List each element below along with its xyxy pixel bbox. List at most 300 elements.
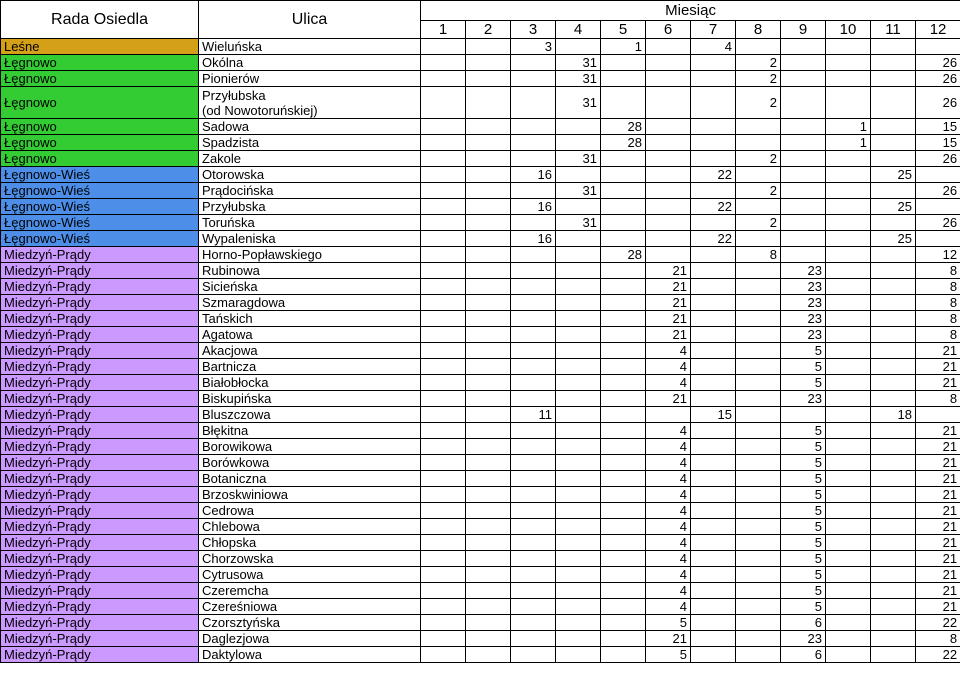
cell-month-4 [556,343,601,359]
cell-month-7 [691,343,736,359]
street-name-line: Akacjowa [202,343,258,358]
cell-month-10 [826,487,871,503]
cell-month-7 [691,615,736,631]
cell-month-11 [871,359,916,375]
cell-month-11: 25 [871,199,916,215]
cell-month-11 [871,55,916,71]
cell-month-6: 4 [646,551,691,567]
cell-month-8 [736,503,781,519]
cell-month-10 [826,455,871,471]
cell-month-5 [601,567,646,583]
table-row [1,231,960,247]
cell-month-5 [601,183,646,199]
street-name-line: Przyłubska [202,87,266,103]
cell-month-10 [826,631,871,647]
cell-month-5: 28 [601,135,646,151]
cell-ulica [199,55,421,71]
cell-month-5 [601,215,646,231]
table-row [1,407,960,423]
cell-month-4 [556,439,601,455]
cell-month-8 [736,631,781,647]
street-name-line: Toruńska [202,215,255,230]
cell-month-10 [826,471,871,487]
cell-ulica [199,71,421,87]
cell-month-7: 4 [691,39,736,55]
cell-month-11 [871,535,916,551]
cell-month-6: 4 [646,487,691,503]
cell-month-2 [466,583,511,599]
cell-month-7 [691,631,736,647]
cell-month-8 [736,439,781,455]
street-name-line: Daglezjowa [202,631,270,646]
cell-month-3 [511,567,556,583]
table-row [1,423,960,439]
cell-month-3 [511,311,556,327]
cell-month-4: 31 [556,183,601,199]
cell-month-4 [556,407,601,423]
cell-month-5 [601,343,646,359]
cell-month-3 [511,279,556,295]
cell-month-9: 5 [781,455,826,471]
cell-rada-osiedla: Miedzyń-Prądy [1,263,199,279]
cell-month-7 [691,55,736,71]
cell-rada-osiedla: Łęgnowo-Wieś [1,199,199,215]
street-name-line: Agatowa [202,327,253,342]
cell-ulica [199,327,421,343]
cell-month-5 [601,615,646,631]
street-name-line: Pionierów [202,71,260,86]
cell-rada-osiedla: Miedzyń-Prądy [1,327,199,343]
cell-month-6: 21 [646,327,691,343]
header-ulica: Ulica [199,1,421,39]
street-name-line: Okólna [202,55,244,70]
cell-ulica [199,151,421,167]
cell-ulica [199,631,421,647]
cell-month-1 [421,87,466,119]
street-name-line: (od Nowotoruńskiej) [202,102,318,118]
cell-month-4 [556,167,601,183]
cell-month-8 [736,551,781,567]
cell-month-2 [466,167,511,183]
cell-month-12 [916,407,960,423]
cell-month-8 [736,583,781,599]
cell-month-6: 5 [646,647,691,663]
cell-month-6 [646,215,691,231]
cell-month-10 [826,311,871,327]
cell-month-2 [466,631,511,647]
cell-month-7 [691,183,736,199]
cell-month-11 [871,551,916,567]
cell-month-6: 4 [646,455,691,471]
cell-month-10 [826,279,871,295]
cell-month-1 [421,423,466,439]
cell-rada-osiedla: Miedzyń-Prądy [1,551,199,567]
cell-month-8 [736,311,781,327]
cell-month-9: 5 [781,343,826,359]
cell-month-2 [466,279,511,295]
cell-month-4 [556,423,601,439]
cell-month-10 [826,55,871,71]
table-row [1,151,960,167]
street-name-line: Cedrowa [202,503,255,518]
cell-month-5 [601,647,646,663]
cell-month-7 [691,263,736,279]
cell-month-2 [466,519,511,535]
cell-month-10 [826,535,871,551]
cell-month-1 [421,247,466,263]
cell-month-11 [871,583,916,599]
cell-month-2 [466,359,511,375]
header-month-4: 4 [556,21,601,39]
cell-month-4 [556,551,601,567]
cell-ulica [199,231,421,247]
cell-rada-osiedla: Łęgnowo [1,55,199,71]
cell-month-12: 21 [916,487,960,503]
cell-month-9: 5 [781,567,826,583]
cell-month-5 [601,631,646,647]
cell-month-3 [511,631,556,647]
cell-month-3 [511,263,556,279]
table-body [1,39,960,663]
cell-rada-osiedla: Miedzyń-Prądy [1,279,199,295]
cell-month-3 [511,215,556,231]
table-row [1,167,960,183]
cell-month-1 [421,183,466,199]
cell-month-8: 2 [736,71,781,87]
cell-month-12 [916,167,960,183]
table-row [1,119,960,135]
cell-month-12: 8 [916,327,960,343]
cell-month-10 [826,567,871,583]
cell-month-9: 5 [781,583,826,599]
cell-ulica [199,455,421,471]
cell-month-7 [691,295,736,311]
table-row [1,199,960,215]
cell-month-4 [556,647,601,663]
cell-ulica [199,215,421,231]
cell-ulica [199,167,421,183]
cell-month-12: 8 [916,295,960,311]
cell-month-12: 15 [916,119,960,135]
cell-month-6 [646,151,691,167]
cell-month-12: 8 [916,391,960,407]
cell-month-11 [871,39,916,55]
cell-month-7: 22 [691,167,736,183]
cell-month-8 [736,391,781,407]
cell-month-8 [736,407,781,423]
table-row [1,439,960,455]
cell-month-11 [871,343,916,359]
cell-month-11 [871,279,916,295]
cell-month-4 [556,487,601,503]
cell-month-1 [421,327,466,343]
cell-month-7 [691,583,736,599]
cell-month-7 [691,439,736,455]
cell-month-1 [421,167,466,183]
cell-month-9: 6 [781,615,826,631]
cell-month-11 [871,263,916,279]
cell-month-9 [781,407,826,423]
table-row [1,359,960,375]
cell-month-8 [736,487,781,503]
cell-month-10: 1 [826,135,871,151]
cell-rada-osiedla: Miedzyń-Prądy [1,599,199,615]
cell-ulica [199,567,421,583]
cell-month-9: 5 [781,439,826,455]
cell-month-11 [871,151,916,167]
cell-ulica [199,583,421,599]
cell-month-3 [511,71,556,87]
cell-rada-osiedla: Łęgnowo-Wieś [1,183,199,199]
cell-month-11 [871,439,916,455]
table-row [1,215,960,231]
header-month-8: 8 [736,21,781,39]
cell-month-2 [466,471,511,487]
cell-rada-osiedla: Miedzyń-Prądy [1,631,199,647]
cell-month-7 [691,359,736,375]
cell-ulica [199,615,421,631]
cell-month-6: 4 [646,359,691,375]
street-name-line: Wieluńska [202,39,262,54]
cell-month-7 [691,551,736,567]
cell-month-12: 22 [916,615,960,631]
table-row [1,279,960,295]
cell-rada-osiedla: Miedzyń-Prądy [1,583,199,599]
cell-month-11 [871,119,916,135]
cell-month-6: 4 [646,471,691,487]
cell-month-1 [421,503,466,519]
header-month-11: 11 [871,21,916,39]
cell-month-4 [556,295,601,311]
cell-month-1 [421,535,466,551]
cell-month-8 [736,135,781,151]
cell-rada-osiedla: Miedzyń-Prądy [1,567,199,583]
header-month-12: 12 [916,21,960,39]
table-row [1,87,960,119]
cell-rada-osiedla: Miedzyń-Prądy [1,343,199,359]
cell-month-11 [871,567,916,583]
cell-month-2 [466,599,511,615]
cell-month-10: 1 [826,119,871,135]
cell-ulica [199,535,421,551]
cell-month-11 [871,647,916,663]
cell-month-9: 5 [781,535,826,551]
table-row [1,487,960,503]
cell-month-4 [556,311,601,327]
cell-month-8 [736,375,781,391]
cell-month-1 [421,39,466,55]
cell-month-10 [826,327,871,343]
cell-rada-osiedla: Łęgnowo [1,151,199,167]
cell-month-6 [646,407,691,423]
cell-month-3 [511,119,556,135]
cell-month-2 [466,391,511,407]
cell-month-8 [736,359,781,375]
cell-month-9: 23 [781,391,826,407]
cell-month-3 [511,135,556,151]
street-name-line: Chlebowa [202,519,260,534]
cell-ulica [199,247,421,263]
cell-month-6 [646,87,691,119]
cell-month-2 [466,439,511,455]
cell-month-6: 4 [646,343,691,359]
cell-ulica [199,407,421,423]
cell-rada-osiedla: Łęgnowo [1,71,199,87]
table-row [1,599,960,615]
cell-month-12: 26 [916,87,960,119]
cell-month-9: 5 [781,471,826,487]
cell-month-12: 8 [916,311,960,327]
cell-month-12: 21 [916,455,960,471]
cell-month-6: 21 [646,263,691,279]
cell-month-3: 3 [511,39,556,55]
cell-month-5 [601,391,646,407]
cell-rada-osiedla: Miedzyń-Prądy [1,423,199,439]
cell-month-2 [466,135,511,151]
cell-month-3 [511,519,556,535]
cell-month-5 [601,167,646,183]
cell-month-7 [691,135,736,151]
cell-month-4 [556,455,601,471]
cell-month-5 [601,327,646,343]
cell-month-1 [421,295,466,311]
cell-ulica [199,199,421,215]
cell-month-9 [781,183,826,199]
cell-month-9 [781,39,826,55]
cell-month-6: 4 [646,583,691,599]
cell-month-1 [421,199,466,215]
cell-month-5 [601,279,646,295]
cell-month-5 [601,231,646,247]
cell-month-10 [826,599,871,615]
cell-month-8 [736,199,781,215]
cell-month-11 [871,615,916,631]
cell-month-9 [781,71,826,87]
table-row [1,535,960,551]
cell-month-5 [601,311,646,327]
cell-month-11 [871,87,916,119]
header-month-1: 1 [421,21,466,39]
cell-month-11: 25 [871,231,916,247]
cell-month-6: 4 [646,375,691,391]
cell-month-11 [871,215,916,231]
cell-month-12: 21 [916,439,960,455]
cell-month-7 [691,247,736,263]
street-name-line: Chłopska [202,535,257,550]
cell-month-8 [736,167,781,183]
cell-month-7 [691,455,736,471]
cell-month-11 [871,631,916,647]
table-row [1,567,960,583]
cell-month-2 [466,615,511,631]
cell-month-2 [466,423,511,439]
street-name-line: Cytrusowa [202,567,264,582]
street-name-line: Błękitna [202,423,249,438]
cell-month-6: 4 [646,439,691,455]
cell-month-12 [916,39,960,55]
cell-month-7 [691,391,736,407]
cell-month-12: 21 [916,583,960,599]
cell-month-8: 2 [736,87,781,119]
cell-ulica [199,375,421,391]
cell-ulica [199,311,421,327]
cell-month-2 [466,503,511,519]
cell-month-7 [691,535,736,551]
cell-month-7 [691,519,736,535]
cell-month-11 [871,183,916,199]
cell-month-1 [421,359,466,375]
street-name-line: Borówkowa [202,455,270,470]
cell-month-8: 2 [736,215,781,231]
cell-month-2 [466,295,511,311]
cell-month-10 [826,503,871,519]
cell-month-2 [466,375,511,391]
cell-month-7 [691,423,736,439]
cell-month-4 [556,39,601,55]
cell-month-7 [691,375,736,391]
street-name-line: Prądocińska [202,183,274,198]
cell-month-1 [421,567,466,583]
cell-month-12: 8 [916,631,960,647]
cell-month-4: 31 [556,151,601,167]
cell-month-9: 5 [781,375,826,391]
cell-month-10 [826,199,871,215]
cell-rada-osiedla: Łęgnowo [1,119,199,135]
cell-rada-osiedla: Miedzyń-Prądy [1,375,199,391]
cell-ulica [199,279,421,295]
cell-month-4 [556,231,601,247]
cell-month-7 [691,151,736,167]
table-row [1,375,960,391]
cell-month-5 [601,263,646,279]
cell-month-1 [421,615,466,631]
cell-month-2 [466,487,511,503]
cell-ulica [199,183,421,199]
cell-month-7 [691,471,736,487]
cell-month-11 [871,311,916,327]
table-row [1,647,960,663]
header-month-2: 2 [466,21,511,39]
cell-month-1 [421,583,466,599]
cell-month-12 [916,199,960,215]
cell-month-9: 23 [781,279,826,295]
cell-month-7: 22 [691,231,736,247]
cell-month-8: 2 [736,151,781,167]
table-row [1,135,960,151]
cell-month-11 [871,327,916,343]
cell-month-11 [871,71,916,87]
cell-month-3 [511,391,556,407]
cell-rada-osiedla: Miedzyń-Prądy [1,455,199,471]
cell-month-4 [556,119,601,135]
table-row [1,327,960,343]
cell-month-9: 23 [781,295,826,311]
cell-month-1 [421,311,466,327]
cell-month-9 [781,119,826,135]
cell-month-3 [511,359,556,375]
cell-month-12: 15 [916,135,960,151]
cell-month-6: 4 [646,423,691,439]
cell-month-3 [511,295,556,311]
cell-month-6 [646,183,691,199]
cell-month-3 [511,87,556,119]
table-row [1,55,960,71]
table-row [1,247,960,263]
cell-month-12: 21 [916,359,960,375]
cell-month-1 [421,343,466,359]
cell-month-1 [421,71,466,87]
table-row [1,551,960,567]
